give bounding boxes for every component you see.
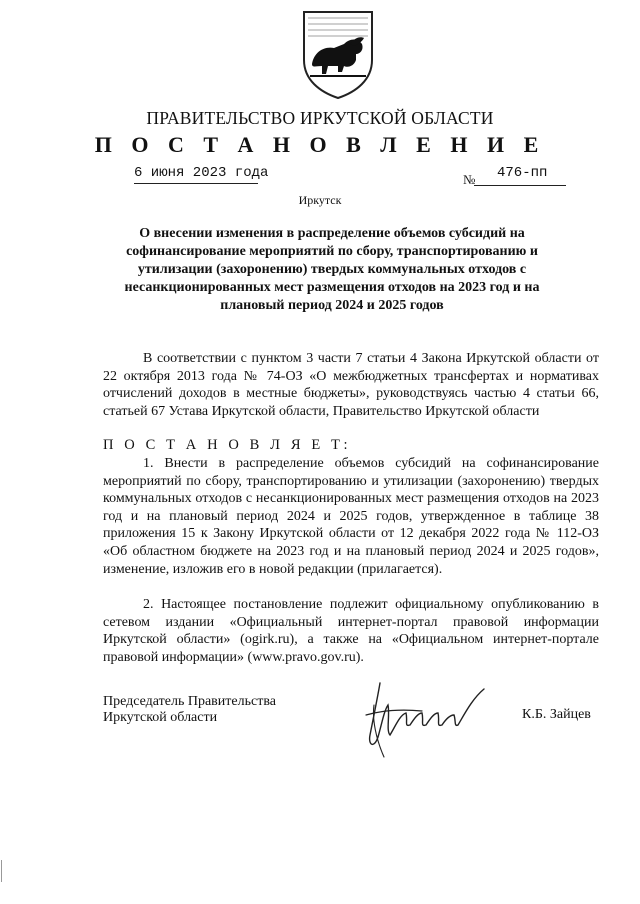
number-underline	[474, 185, 566, 186]
organization-name: ПРАВИТЕЛЬСТВО ИРКУТСКОЙ ОБЛАСТИ	[146, 108, 494, 128]
item-2-paragraph: 2. Настоящее постановление подлежит официальному опубликованию в сетевом издании «Официальный интернет-портал правовой информации Иркутской области» (ogirk.ru), а также на «Официальном интернет-портале правовой информации» (www.pravo.gov.ru).	[103, 597, 599, 665]
item-1-paragraph: 1. Внести в распределение объемов субсидий на софинансирование мероприятий по сбору, транспортированию и утилизации (захоронению) твердых коммунальных отходов с несанкционированных мест размещения отходов на 2023 год и на плановый период 2024 и 2025 годов, утвержденное в таблице 38 приложения 15 к Закону Иркутской области от 12 декабря 2022 года № 112-ОЗ «Об областном бюджете на 2023 год и на плановый период 2024 и 2025 годов», изменение, изложив его в новой редакции (прилагается).	[103, 456, 599, 577]
coat-of-arms-icon	[298, 8, 378, 100]
document-date: 6 июня 2023 года	[134, 165, 269, 181]
signatory-position-line1: Председатель Правительства	[103, 694, 276, 709]
signatory-position-line2: Иркутской области	[103, 710, 218, 725]
city: Иркутск	[298, 193, 342, 207]
document-type: П О С Т А Н О В Л Е Н И Е	[94, 132, 546, 157]
document-title: О внесении изменения в распределение объемов субсидий на софинансирование мероприятий по сбору, транспортированию и утилизации (захоронению) твердых коммунальных отходов с несанкционированных мест размещения отходов на 2023 год и на плановый период 2024 и 2025 годов	[124, 226, 540, 313]
handwritten-signature-icon	[360, 675, 500, 765]
preamble-paragraph: В соответствии с пунктом 3 части 7 статьи 4 Закона Иркутской области от 22 октября 2013 года № 74-ОЗ «О межбюджетных трансфертах и нормативах отчислений доходов в местные бюджеты», руководствуясь частью 4 статьи 66, статьей 67 Устава Иркутской области, Правительство Иркутской области	[103, 351, 599, 419]
document-number: 476-пп	[497, 165, 548, 181]
number-sign: №	[463, 172, 476, 187]
postanovlyaet-heading: П О С Т А Н О В Л Я Е Т:	[103, 437, 352, 453]
signatory-name: К.Б. Зайцев	[522, 707, 591, 722]
signatory-position	[103, 694, 276, 726]
date-underline	[134, 183, 258, 184]
scan-edge-mark	[1, 860, 2, 882]
